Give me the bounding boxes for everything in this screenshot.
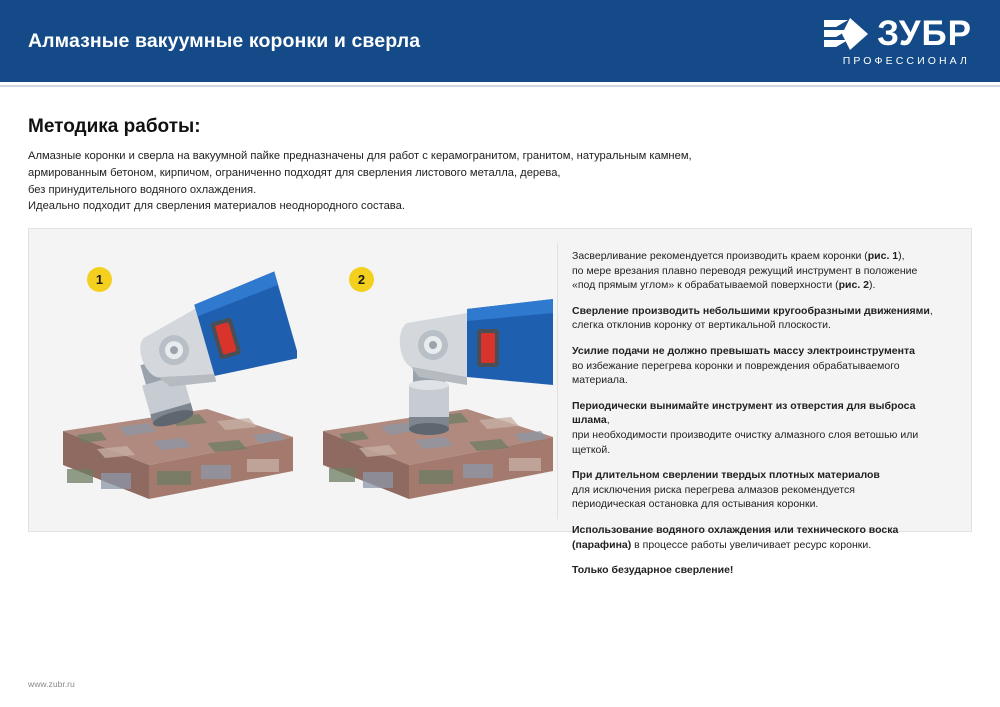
- note-2-comma: ,: [929, 304, 933, 317]
- note-3-line-2: во избежание перегрева коронки и повреждения обрабатываемого материала.: [572, 359, 900, 387]
- note-1-line-3c: ).: [869, 279, 876, 292]
- note-item-3: [572, 344, 952, 388]
- note-item-7: [572, 563, 952, 578]
- note-item-2: [572, 304, 952, 333]
- note-1-text-a: Засверливание рекомендуется производить краем коронки (: [572, 250, 868, 262]
- figure-badge-2: 2: [349, 267, 374, 292]
- intro-paragraph: [28, 148, 728, 215]
- note-1-ref-fig2: рис. 2: [838, 279, 870, 292]
- brand-logo: [822, 13, 976, 67]
- note-4-lead: Периодически вынимайте инструмент из отверстия для выброса шлама: [572, 399, 916, 427]
- header-rule-secondary: [0, 85, 1000, 87]
- note-3-lead: Усилие подачи не должно превышать массу электроинструмента: [572, 344, 915, 357]
- note-6-lead: Использование водяного охлаждения или технического воска: [572, 523, 899, 536]
- note-1-line-2: по мере врезания плавно переводя режущий инструмент в положение: [572, 264, 918, 277]
- figure-badge-1: 1: [87, 267, 112, 292]
- note-1-text-c: ),: [898, 250, 905, 262]
- note-2-line-2: слегка отклонив коронку от вертикальной плоскости.: [572, 319, 831, 332]
- method-panel: [28, 228, 972, 577]
- note-4-line-2: при необходимости производите очистку алмазного слоя ветошью или щеткой.: [572, 428, 919, 456]
- intro-line: Идеально подходит для сверления материалов неоднородного состава.: [28, 200, 405, 213]
- note-item-5: [572, 468, 952, 512]
- note-6-lead-2: (парафина): [572, 538, 632, 551]
- footer-url[interactable]: www.zubr.ru: [28, 679, 75, 689]
- panel-divider: [557, 243, 558, 519]
- note-2-lead: Сверление производить небольшими кругообразными движениями: [572, 304, 930, 317]
- angle-grinder-perpendicular-drilling-illustration: [317, 259, 557, 509]
- note-7-lead: Только безударное сверление!: [572, 564, 734, 577]
- zubr-arrow-icon: [822, 16, 868, 52]
- intro-line: Алмазные коронки и сверла на вакуумной пайке предназначены для работ с керамогранитом, гранитом, натуральным камнем,: [28, 150, 692, 162]
- logo-tagline: ПРОФЕССИОНАЛ: [842, 54, 970, 67]
- note-item-4: [572, 399, 952, 457]
- notes-list: [572, 249, 952, 578]
- note-1-line-3a: «под прямым углом» к обрабатываемой поверхности (: [572, 279, 839, 292]
- note-5-line-2: для исключения риска перегрева алмазов рекомендуется: [572, 483, 855, 496]
- note-5-line-3: периодическая остановка для остывания коронки.: [572, 498, 819, 511]
- intro-line: без принудительного водяного охлаждения.: [28, 183, 257, 196]
- logo-wordmark: ЗУБР: [877, 13, 972, 53]
- logo-row: [822, 13, 972, 53]
- intro-line: армированным бетоном, кирпичом, ограниченно подходят для сверления листового металла, дерева,: [28, 166, 561, 179]
- note-4-comma: ,: [606, 414, 610, 427]
- note-item-1: [572, 249, 952, 293]
- note-5-lead: При длительном сверлении твердых плотных материалов: [572, 469, 880, 482]
- note-item-6: [572, 523, 952, 552]
- page-title: Алмазные вакуумные коронки и сверла: [28, 29, 421, 52]
- section-title: Методика работы:: [28, 116, 201, 137]
- angle-grinder-tilted-drilling-illustration: [57, 259, 297, 509]
- note-1-ref-fig1: рис. 1: [867, 250, 899, 262]
- note-6-rest: в процессе работы увеличивает ресурс коронки.: [631, 538, 872, 551]
- page-header: [0, 0, 1000, 82]
